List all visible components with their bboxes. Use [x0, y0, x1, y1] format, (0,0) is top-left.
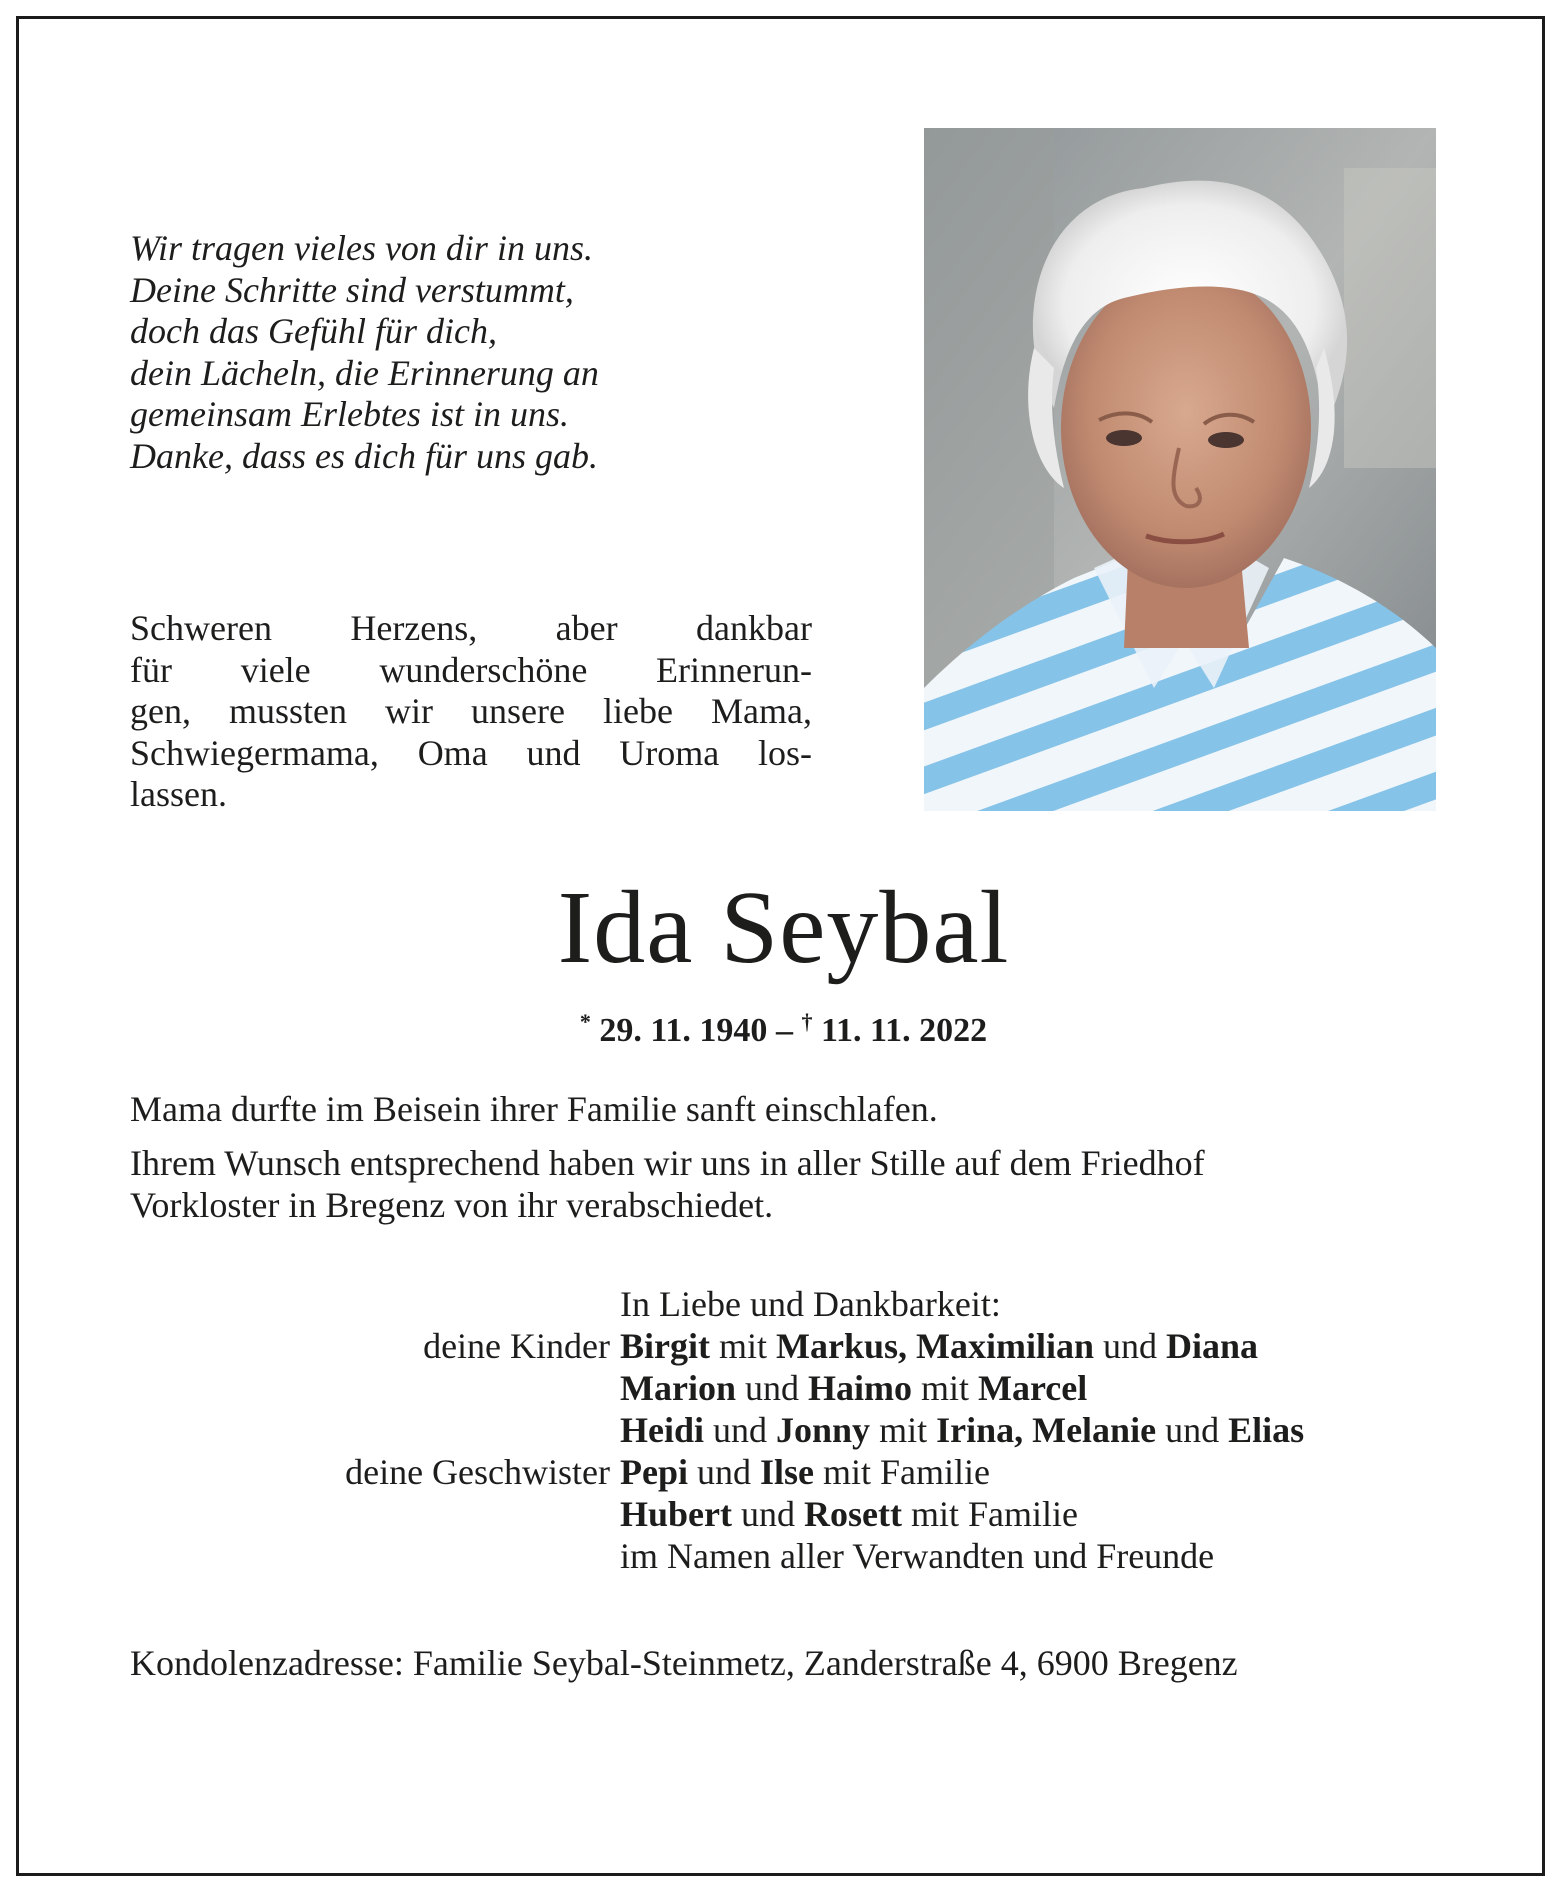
family-name: Heidi [620, 1410, 705, 1450]
signature-closing: im Namen aller Verwandten und Freunde [620, 1536, 1215, 1576]
intro-word: los- [757, 732, 812, 773]
deceased-name: Ida Seybal [557, 870, 1010, 985]
portrait-photo [924, 128, 1436, 811]
family-name: Markus, Maximilian [776, 1326, 1095, 1366]
connector-text: mit [709, 1326, 776, 1366]
intro-line [130, 608, 812, 650]
connector-text: und [1156, 1410, 1229, 1450]
intro-word: Mama, [711, 691, 812, 731]
intro-word: Uroma [619, 732, 720, 773]
connector-text: mit [911, 1368, 978, 1408]
family-name: Marion [620, 1368, 736, 1408]
family-name: Ilse [760, 1452, 814, 1492]
connector-text: mit Familie [901, 1494, 1078, 1534]
poem-line: Deine Schritte sind verstummt, [130, 269, 574, 310]
intro-word: lassen. [130, 774, 227, 814]
children-label: deine Kinder [423, 1326, 610, 1366]
intro-word: Erinnerun- [656, 649, 812, 690]
family-name: Jonny [776, 1410, 871, 1450]
intro-word: viele [240, 649, 311, 690]
siblings-line [620, 1451, 990, 1493]
announcement-line: Ihrem Wunsch entsprechend haben wir uns in aller Stille auf dem Friedhof [130, 1143, 1205, 1183]
announcement-line: Mama durfte im Beisein ihrer Familie sanft einschlafen. [130, 1089, 938, 1129]
children-line [620, 1367, 1087, 1409]
intro-word: mussten [229, 691, 348, 731]
intro-word: wir [385, 691, 434, 731]
poem-line: Danke, dass es dich für uns gab. [130, 435, 598, 476]
family-name: Rosett [804, 1494, 902, 1534]
announcement-text [130, 1088, 1450, 1226]
children-line [620, 1409, 1304, 1451]
intro-word: gen, [130, 691, 191, 731]
signature-heading: In Liebe und Dankbarkeit: [620, 1284, 1001, 1324]
intro-word: liebe [603, 691, 673, 731]
children-line [620, 1325, 1258, 1367]
poem-line: doch das Gefühl für dich, [130, 311, 497, 351]
connector-text: und [732, 1494, 804, 1534]
connector-text: und [735, 1368, 808, 1408]
intro-line [130, 691, 812, 733]
death-cross: † [801, 1009, 813, 1034]
intro-line [130, 650, 812, 692]
poem-line: dein Lächeln, die Erinnerung an [130, 352, 599, 393]
siblings-label: deine Geschwister [345, 1452, 610, 1492]
death-date: 11. 11. 2022 [820, 1012, 988, 1049]
intro-word: Schwiegermama, [130, 732, 379, 773]
family-name: Pepi [620, 1452, 688, 1492]
signature-block [120, 1283, 1450, 1577]
family-name: Birgit [620, 1326, 710, 1366]
family-name: Diana [1166, 1326, 1259, 1366]
announcement-line: Vorkloster in Bregenz von ihr verabschiedet. [130, 1185, 774, 1225]
siblings-line [620, 1493, 1078, 1535]
intro-word: aber [555, 608, 618, 648]
intro-word: unsere [471, 691, 566, 731]
family-name: Hubert [620, 1494, 732, 1534]
intro-word: dankbar [696, 608, 812, 648]
birth-asterisk: * [579, 1009, 591, 1034]
intro-word: und [526, 732, 581, 773]
family-name: Elias [1228, 1410, 1305, 1450]
intro-word: Herzens, [350, 608, 478, 648]
intro-paragraph [130, 608, 812, 816]
connector-text: und [1094, 1326, 1167, 1366]
family-name: Haimo [807, 1368, 912, 1408]
life-dates [0, 1000, 1567, 1053]
connector-text: mit Familie [814, 1452, 990, 1492]
birth-date: 29. 11. 1940 [599, 1012, 768, 1049]
intro-word: Schweren [130, 608, 272, 648]
family-name: Irina, Melanie [936, 1410, 1157, 1450]
intro-word: Oma [417, 732, 488, 773]
poem-line: gemeinsam Erlebtes ist in uns. [130, 394, 569, 434]
condolence-address: Kondolenzadresse: Familie Seybal-Steinmetz, Zanderstraße 4, 6900 Bregenz [130, 1643, 1238, 1683]
intro-line [130, 733, 812, 775]
intro-word: für [130, 649, 172, 690]
connector-text: und [688, 1452, 760, 1492]
poem-line: Wir tragen vieles von dir in uns. [130, 228, 593, 268]
intro-line [130, 774, 812, 816]
family-name: Marcel [978, 1368, 1088, 1408]
memorial-poem [130, 228, 770, 477]
date-separator: – [775, 1012, 793, 1049]
connector-text: und [704, 1410, 777, 1450]
intro-word: wunderschöne [379, 649, 588, 690]
connector-text: mit [870, 1410, 937, 1450]
